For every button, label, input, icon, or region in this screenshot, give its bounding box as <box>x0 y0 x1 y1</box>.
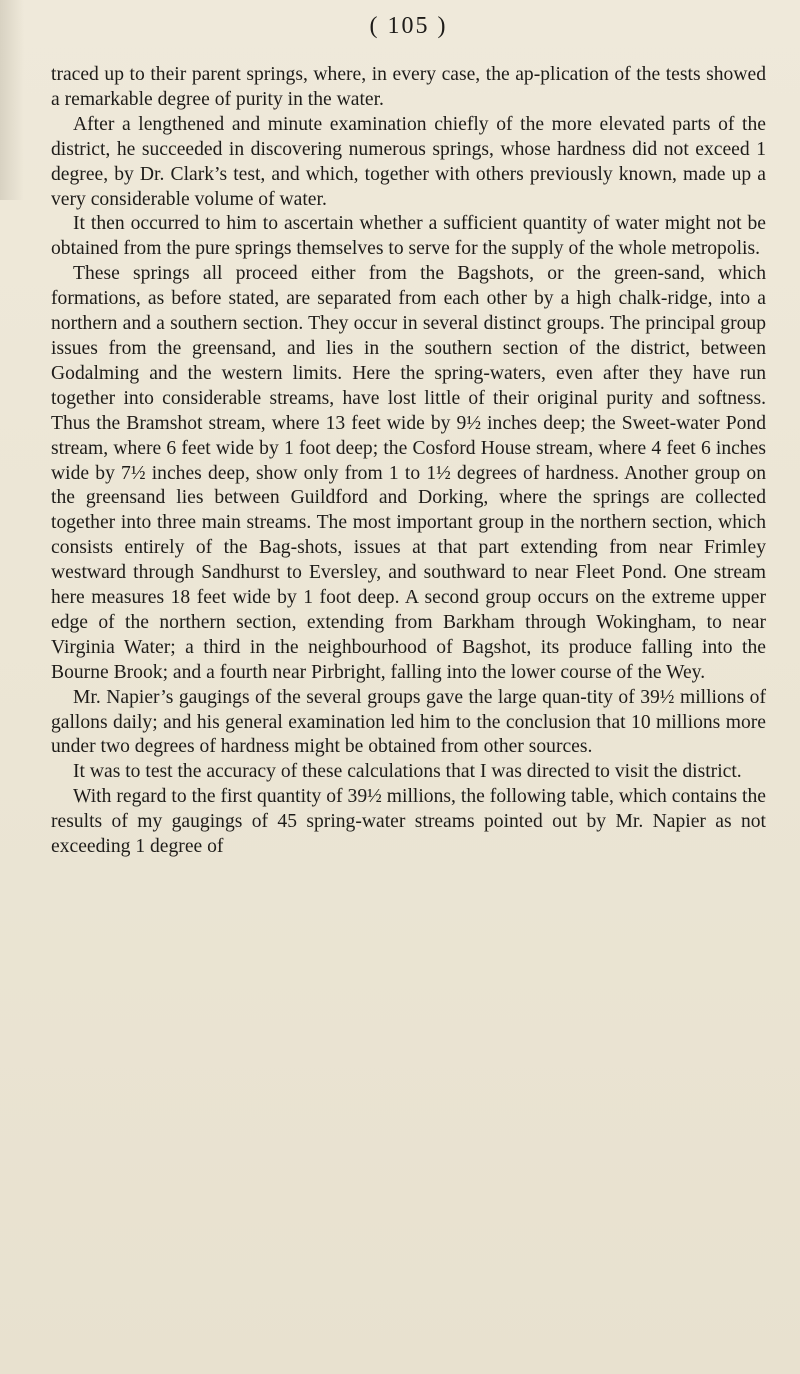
paragraph-6: It was to test the accuracy of these calculations that I was directed to visit the district. <box>73 761 742 783</box>
paragraph-3: It then occurred to him to ascertain whether a sufficient quantity of water might not be obtained from the pure springs themselves to serve for the supply of the whole metropolis. <box>51 213 766 260</box>
paragraph-1: traced up to their parent springs, where, in every case, the ap-plication of the tests showed a remarkable degree of purity in the water. <box>51 64 766 110</box>
paragraph-4: These springs all proceed either from the Bagshots, or the green-sand, which formations, as before stated, are separated from each other by a high chalk-ridge, into a northern and a southern section. They occur in several distinct groups. The principal group issues from the greensand, and lies in the southern section of the district, between Godalming and the western limits. Here the spring-waters, even after they have run together into considerable streams, have lost little of their original purity and softness. Thus the Bramshot stream, where 13 feet wide by 9½ inches deep; the Sweet-water Pond stream, where 6 feet wide by 1 foot deep; the Cosford House stream, where 4 feet 6 inches wide by 7½ inches deep, show only from 1 to 1½ degrees of hardness. Another group on the greensand lies between Guildford and Dorking, where the springs are collected together into three main streams. The most important group in the northern section, which consists entirely of the Bag-shots, issues at that part extending from near Frimley westward through Sandhurst to Eversley, and southward to near Fleet Pond. One stream here measures 18 feet wide by 1 foot deep. A second group occurs on the extreme upper edge of the northern section, extending from Barkham through Wokingham, to near Virginia Water; a third in the neighbourhood of Bagshot, its produce falling into the Bourne Brook; and a fourth near Pirbright, falling into the lower course of the Wey. <box>51 263 766 683</box>
paragraph-2: After a lengthened and minute examination chiefly of the more elevated parts of the district, he succeeded in discovering numerous springs, whose hardness did not exceed 1 degree, by Dr. Clark’s test, and which, together with others previously known, made up a very considerable volume of water. <box>51 113 766 210</box>
page-edge-shadow <box>0 0 24 200</box>
paragraph-7: With regard to the first quantity of 39½ millions, the following table, which contains the results of my gaugings of 45 spring-water streams pointed out by Mr. Napier as not exceeding 1 degree of <box>51 786 766 858</box>
page-number: ( 105 ) <box>369 13 448 39</box>
paragraph-5: Mr. Napier’s gaugings of the several groups gave the large quan-tity of 39½ millions of gallons daily; and his general examination led him to the conclusion that 10 millions more under two degrees of hardness might be obtained from other sources. <box>51 686 766 758</box>
